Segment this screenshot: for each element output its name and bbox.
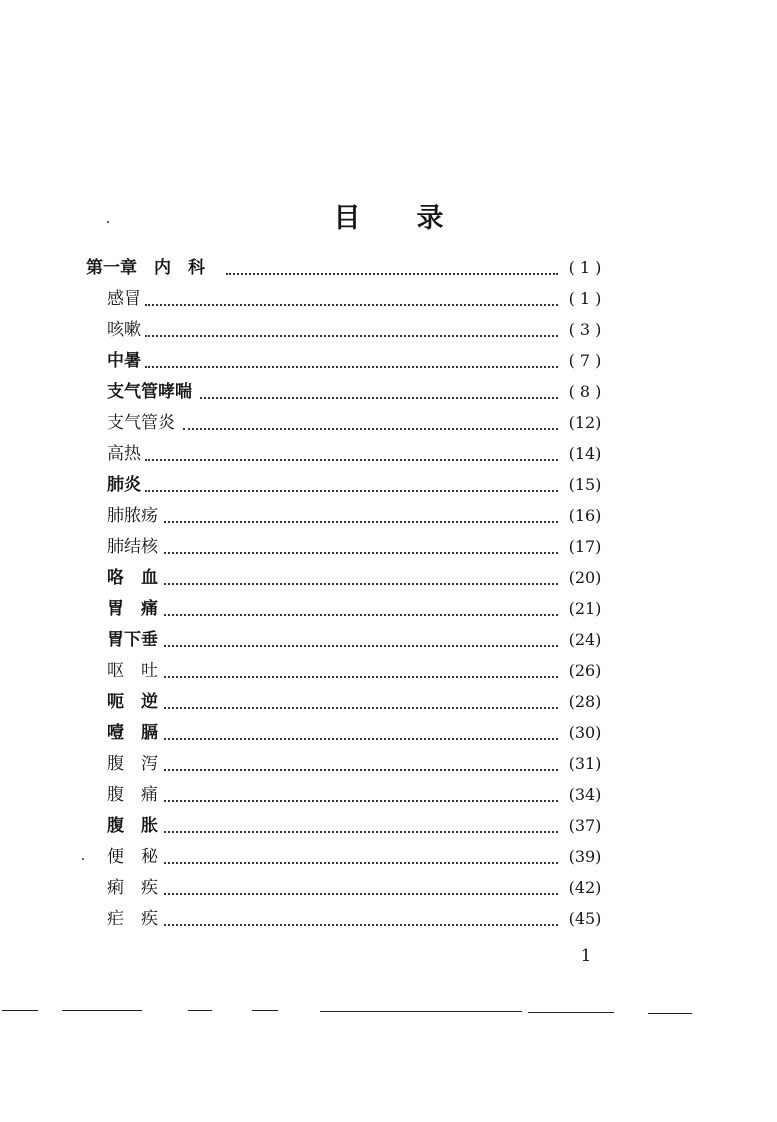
dot-leader (164, 869, 558, 895)
toc-row[interactable] (0, 752, 777, 776)
entry-page: (31) (568, 754, 602, 773)
entry-page: ( 3 ) (568, 320, 602, 339)
toc-row[interactable] (0, 380, 777, 404)
entry-page: (21) (568, 599, 602, 618)
scan-speck (82, 858, 84, 860)
dot-leader (164, 528, 558, 554)
dot-leader (145, 280, 558, 306)
title-char-2: 录 (416, 203, 444, 234)
toc-row[interactable] (0, 721, 777, 745)
dot-leader (164, 745, 558, 771)
chapter-page: ( 1 ) (568, 258, 602, 277)
dot-leader (226, 249, 558, 275)
entry-label: 支气管哮喘 (107, 382, 192, 402)
entry-page: (45) (568, 909, 602, 928)
dot-leader (183, 404, 558, 430)
entry-page: (12) (568, 413, 602, 432)
scan-speck (107, 221, 109, 223)
entry-label: 胃 痛 (107, 599, 158, 619)
toc-row[interactable] (0, 504, 777, 528)
toc-row[interactable] (0, 566, 777, 590)
entry-page: (15) (568, 475, 602, 494)
toc-row[interactable] (0, 349, 777, 373)
toc-row[interactable] (0, 783, 777, 807)
toc-row[interactable] (0, 845, 777, 869)
scan-line (320, 1011, 522, 1012)
page-title (0, 196, 777, 235)
dot-leader (164, 900, 558, 926)
entry-label: 中暑 (107, 351, 141, 371)
entry-page: (26) (568, 661, 602, 680)
dot-leader (164, 807, 558, 833)
entry-page: (20) (568, 568, 602, 587)
entry-page: ( 7 ) (568, 351, 602, 370)
entry-label: 肺脓疡 (107, 506, 158, 526)
toc-row[interactable] (0, 628, 777, 652)
entry-page: (16) (568, 506, 602, 525)
entry-label: 便 秘 (107, 847, 158, 867)
entry-page: (37) (568, 816, 602, 835)
entry-page: (34) (568, 785, 602, 804)
entry-label: 胃下垂 (107, 630, 158, 650)
entry-page: ( 8 ) (568, 382, 602, 401)
entry-label: 咳嗽 (107, 320, 141, 340)
dot-leader (164, 714, 558, 740)
toc-row[interactable] (0, 411, 777, 435)
entry-label: 肺炎 (107, 475, 141, 495)
toc-row[interactable] (0, 814, 777, 838)
toc-row[interactable] (0, 907, 777, 931)
toc-row[interactable] (0, 876, 777, 900)
entry-page: ( 1 ) (568, 289, 602, 308)
entry-label: 呕 吐 (107, 661, 158, 681)
dot-leader (145, 435, 558, 461)
entry-label: 肺结核 (107, 537, 158, 557)
page-number: 1 (580, 946, 592, 966)
entry-label: 腹 痛 (107, 785, 158, 805)
dot-leader (164, 497, 558, 523)
toc-row[interactable] (0, 535, 777, 559)
dot-leader (164, 838, 558, 864)
dot-leader (145, 311, 558, 337)
entry-page: (42) (568, 878, 602, 897)
toc-row[interactable] (0, 318, 777, 342)
entry-label: 呃 逆 (107, 692, 158, 712)
entry-page: (39) (568, 847, 602, 866)
toc-row[interactable] (0, 473, 777, 497)
dot-leader (164, 776, 558, 802)
toc-row[interactable] (0, 597, 777, 621)
entry-label: 痢 疾 (107, 878, 158, 898)
entry-label: 腹 胀 (107, 816, 158, 836)
entry-page: (28) (568, 692, 602, 711)
scan-line (528, 1012, 614, 1013)
toc-row[interactable] (0, 690, 777, 714)
dot-leader (164, 621, 558, 647)
entry-page: (30) (568, 723, 602, 742)
entry-page: (14) (568, 444, 602, 463)
entry-label: 感冒 (107, 289, 141, 309)
toc-row[interactable] (0, 659, 777, 683)
entry-label: 噎 膈 (107, 723, 158, 743)
entry-label: 疟 疾 (107, 909, 158, 929)
scan-line (188, 1010, 212, 1011)
dot-leader (164, 683, 558, 709)
dot-leader (164, 590, 558, 616)
dot-leader (145, 466, 558, 492)
dot-leader (164, 652, 558, 678)
entry-label: 支气管炎 (107, 413, 175, 433)
scan-line (252, 1010, 278, 1011)
dot-leader (145, 342, 558, 368)
entry-label: 咯 血 (107, 568, 158, 588)
toc-chapter-row[interactable] (0, 256, 777, 280)
toc-row[interactable] (0, 287, 777, 311)
scan-line (648, 1013, 692, 1014)
dot-leader (164, 559, 558, 585)
entry-label: 高热 (107, 444, 141, 464)
title-char-1: 目 (333, 203, 361, 234)
scan-line (2, 1010, 38, 1011)
scan-line (62, 1010, 142, 1011)
entry-page: (17) (568, 537, 602, 556)
chapter-label: 第一章 内 科 (86, 258, 205, 278)
entry-label: 腹 泻 (107, 754, 158, 774)
dot-leader (200, 373, 558, 399)
toc-row[interactable] (0, 442, 777, 466)
entry-page: (24) (568, 630, 602, 649)
